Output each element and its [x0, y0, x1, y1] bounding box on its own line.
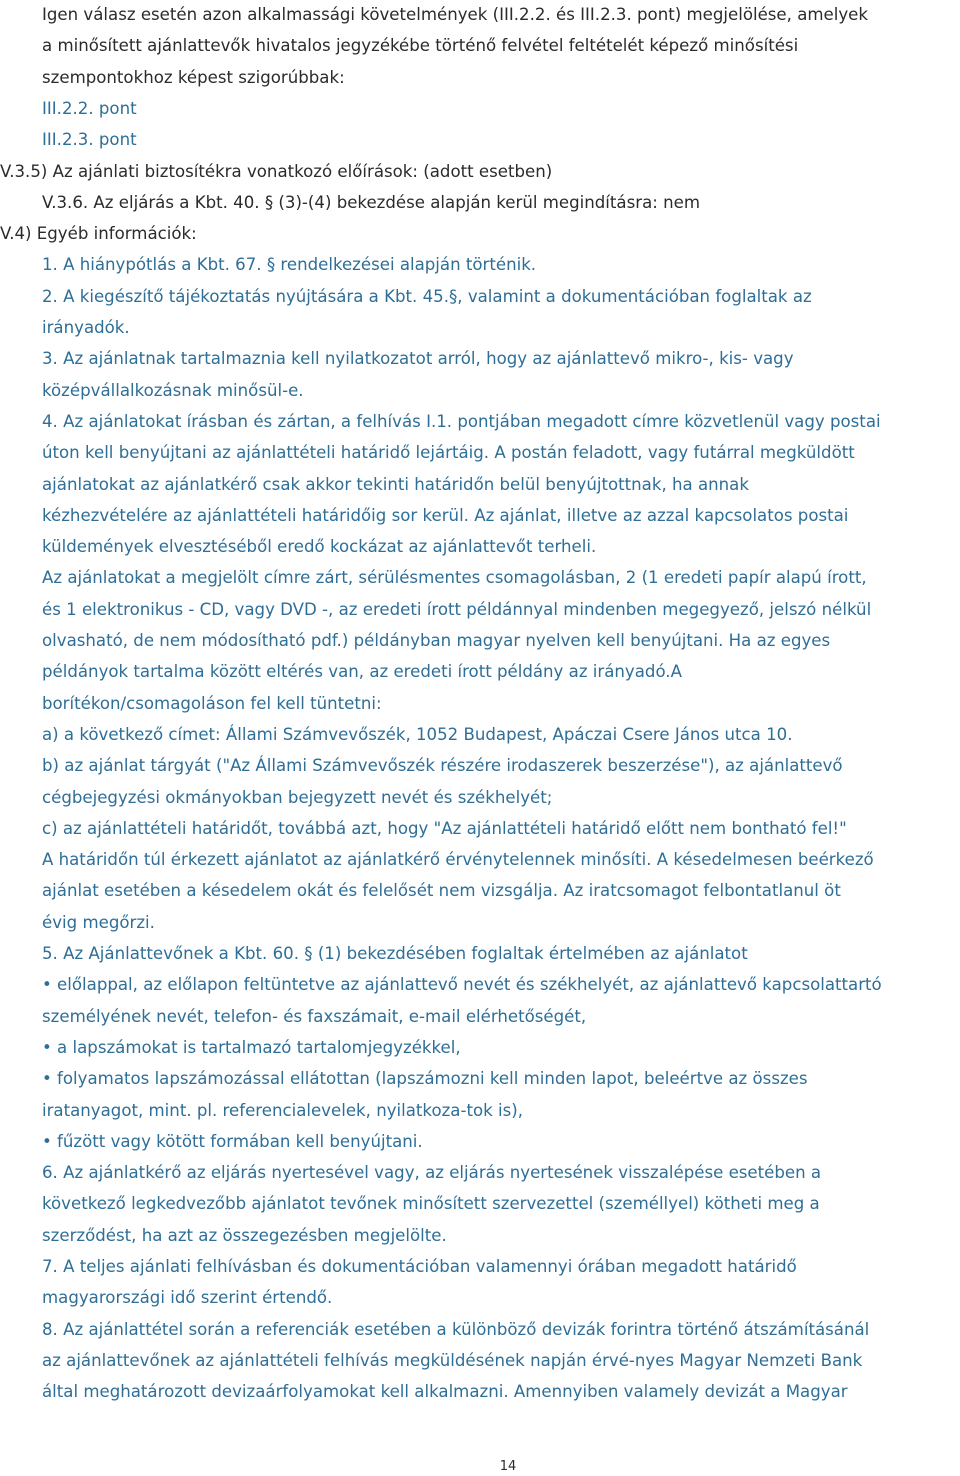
text-line: úton kell benyújtani az ajánlattételi határidő lejártáig. A postán feladott, vagy futárral megküldött [42, 443, 855, 462]
text-line: Igen válasz esetén azon alkalmassági követelmények (III.2.2. és III.2.3. pont) megjelölése, amelyek [42, 5, 868, 24]
text-line: 4. Az ajánlatokat írásban és zártan, a felhívás I.1. pontjában megadott címre közvetlenül vagy postai [42, 412, 881, 431]
text-line: • előlappal, az előlapon feltüntetve az ajánlattevő nevét és székhelyét, az ajánlattevő kapcsolattartó [42, 975, 882, 994]
text-line: példányok tartalma között eltérés van, az eredeti írott példány az irányadó.A [42, 662, 682, 681]
text-line: olvasható, de nem módosítható pdf.) példányban magyar nyelven kell benyújtani. Ha az egyes [42, 631, 831, 650]
text-line: b) az ajánlat tárgyát ("Az Állami Számvevőszék részére irodaszerek beszerzése"), az ajánlattevő [42, 756, 843, 775]
text-line: 8. Az ajánlattétel során a referenciák esetében a különböző devizák forintra történő átszámításánál [42, 1320, 870, 1339]
page-number: 14 [499, 1459, 517, 1474]
text-line: V.3.5) Az ajánlati biztosítékra vonatkozó előírások: (adott esetben) [0, 162, 553, 181]
text-line: személyének nevét, telefon- és faxszámait, e-mail elérhetőségét, [42, 1007, 587, 1026]
text-line: középvállalkozásnak minősül-e. [42, 381, 304, 400]
text-line: • fűzött vagy kötött formában kell benyújtani. [42, 1132, 423, 1151]
text-line: • folyamatos lapszámozással ellátottan (lapszámozni kell minden lapot, beleértve az összes [42, 1069, 808, 1088]
text-line: küldemények elvesztéséből eredő kockázat az ajánlattevőt terheli. [42, 537, 597, 556]
text-line: V.3.6. Az eljárás a Kbt. 40. § (3)-(4) bekezdése alapján kerül megindításra: nem [42, 193, 700, 212]
text-line: III.2.2. pont [42, 99, 137, 118]
text-line: iratanyagot, mint. pl. referencialevelek, nyilatkoza-tok is), [42, 1101, 524, 1120]
text-line: 7. A teljes ajánlati felhívásban és dokumentációban valamennyi órában megadott határidő [42, 1257, 797, 1276]
text-line: szempontokhoz képest szigorúbbak: [42, 68, 345, 87]
text-line: a minősített ajánlattevők hivatalos jegyzékébe történő felvétel feltételét képező minősítési [42, 36, 799, 55]
text-line: c) az ajánlattételi határidőt, továbbá azt, hogy "Az ajánlattételi határidő előtt nem bontható fel!" [42, 819, 847, 838]
text-line: által meghatározott devizaárfolyamokat kell alkalmazni. Amennyiben valamely devizát a Magyar [42, 1382, 848, 1401]
text-line: 6. Az ajánlatkérő az eljárás nyertesével vagy, az eljárás nyertesének visszalépése esetében a [42, 1163, 822, 1182]
text-line: • a lapszámokat is tartalmazó tartalomjegyzékkel, [42, 1038, 461, 1057]
text-line: III.2.3. pont [42, 130, 137, 149]
text-line: V.4) Egyéb információk: [0, 224, 197, 243]
text-line: A határidőn túl érkezett ajánlatot az ajánlatkérő érvénytelennek minősíti. A késedelmesen beérkező [42, 850, 874, 869]
text-line: következő legkedvezőbb ajánlatot tevőnek minősített szervezettel (személlyel) kötheti meg a [42, 1194, 820, 1213]
text-line: 1. A hiánypótlás a Kbt. 67. § rendelkezései alapján történik. [42, 255, 537, 274]
text-line: irányadók. [42, 318, 130, 337]
text-line: ajánlat esetében a késedelem okát és felelősét nem vizsgálja. Az iratcsomagot felbontatlanul öt [42, 881, 841, 900]
text-line: Az ajánlatokat a megjelölt címre zárt, sérülésmentes csomagolásban, 2 (1 eredeti papír alapú írott, [42, 568, 867, 587]
text-line: kézhezvételére az ajánlattételi határidőig sor kerül. Az ajánlat, illetve az azzal kapcsolatos postai [42, 506, 849, 525]
text-line: 2. A kiegészítő tájékoztatás nyújtására a Kbt. 45.§, valamint a dokumentációban foglaltak az [42, 287, 812, 306]
text-line: az ajánlattevőnek az ajánlattételi felhívás megküldésének napján érvé-nyes Magyar Nemzeti Bank [42, 1351, 863, 1370]
text-line: magyarországi idő szerint értendő. [42, 1288, 333, 1307]
text-line: 3. Az ajánlatnak tartalmaznia kell nyilatkozatot arról, hogy az ajánlattevő mikro-, kis- vagy [42, 349, 794, 368]
text-line: cégbejegyzési okmányokban bejegyzett nevét és székhelyét; [42, 788, 553, 807]
text-line: évig megőrzi. [42, 913, 155, 932]
text-line: 5. Az Ajánlattevőnek a Kbt. 60. § (1) bekezdésében foglaltak értelmében az ajánlatot [42, 944, 748, 963]
text-line: ajánlatokat az ajánlatkérő csak akkor tekinti határidőn belül benyújtottnak, ha annak [42, 475, 749, 494]
text-line: borítékon/csomagoláson fel kell tüntetni: [42, 694, 382, 713]
text-line: a) a következő címet: Állami Számvevőszék, 1052 Budapest, Apáczai Csere János utca 10. [42, 725, 793, 744]
text-line: szerződést, ha azt az összegezésben megjelölte. [42, 1226, 447, 1245]
text-line: és 1 elektronikus - CD, vagy DVD -, az eredeti írott példánnyal mindenben megegyező, jelszó nélkül [42, 600, 872, 619]
